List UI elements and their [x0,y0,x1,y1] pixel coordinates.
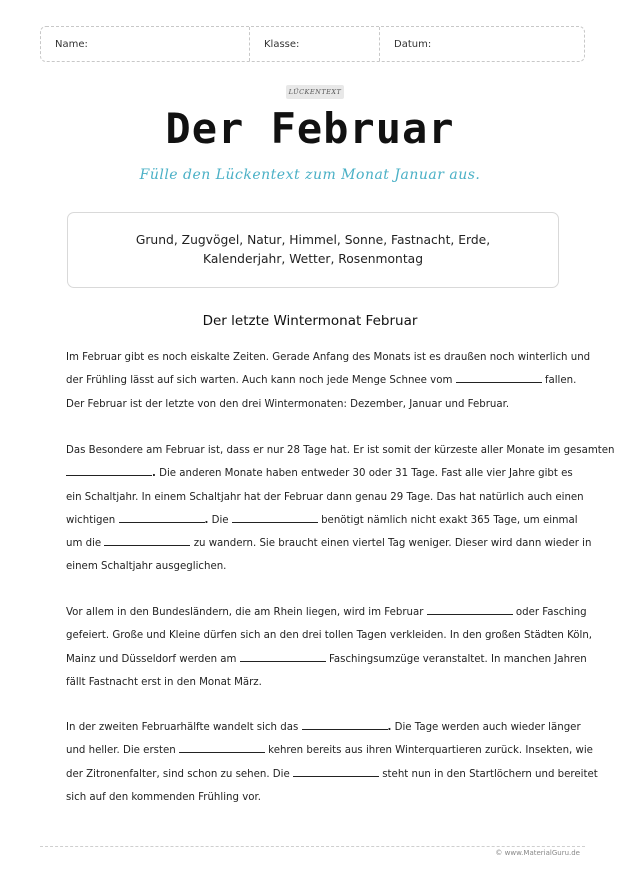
name-field[interactable] [41,27,249,61]
text: . [387,722,392,733]
paragraph-line [66,486,584,509]
gap-blank[interactable] [427,605,513,615]
paragraph-line [66,648,587,671]
section-title: Der letzte Wintermonat Februar [202,313,418,329]
paragraph-4 [66,716,598,809]
word-bank-line-2: Kalenderjahr, Wetter, Rosenmontag [202,252,424,266]
paragraph-line [66,369,577,392]
gap-blank[interactable] [302,720,388,730]
text: . [152,468,156,480]
klasse-label: Klasse: [264,38,300,50]
paragraph-line [66,786,560,809]
text: einem Schaltjahr ausgeglichen. [66,561,227,573]
text: kehren bereits aus ihren Winterquartieren zurück. Insekten, wie [268,745,593,757]
text: Im Februar gibt es noch eiskalte Zeiten. Gerade Anfang des Monats ist es draußen noch winterlich und [66,352,591,363]
text: wichtigen [66,514,116,526]
footer-copyright: © www.MaterialGuru.de [495,849,580,857]
text: Die anderen Monate haben entweder 30 oder 31 Tage. Fast alle vier Jahre gibt es [159,468,573,480]
text: ein Schaltjahr. In einem Schaltjahr hat der Februar dann genau 29 Tage. Das hat natürlich auch einen [66,491,584,503]
text: Die [211,514,229,526]
paragraph-line [66,601,587,624]
paragraph-line [66,462,573,485]
gap-blank[interactable] [179,743,265,753]
text: benötigt nämlich nicht exakt 365 Tage, um einmal [321,514,578,526]
text: fällt Fastnacht erst in den Monat März. [66,676,262,688]
text: Der Februar ist der letzte von den drei Wintermonaten: Dezember, Januar und Februar. [66,398,510,410]
paragraph-line [66,532,592,555]
word-bank [67,212,559,288]
text: . [204,514,209,526]
paragraph-line [66,555,560,578]
text: Die Tage werden auch wieder länger [394,722,581,733]
datum-label: Datum: [394,38,432,50]
word-bank-line-1: Grund, Zugvögel, Natur, Himmel, Sonne, Fastnacht, Erde, [135,233,491,247]
gap-blank[interactable] [240,652,326,662]
paragraph-line [66,671,560,694]
paragraph-line [66,439,615,462]
text: Das Besondere am Februar ist, dass er nur 28 Tage hat. Er ist somit der kürzeste aller Monate im gesamten [66,445,615,456]
paragraph-line [66,716,581,739]
paragraph-line [66,624,593,647]
paragraph-line [66,739,593,762]
text: fallen. [544,375,577,387]
klasse-field[interactable] [249,27,379,61]
text: oder Fasching [515,607,587,618]
text: Faschingsumzüge veranstaltet. In manchen Jahren [328,653,587,665]
text: In der zweiten Februarhälfte wandelt sich das [66,722,299,733]
paragraph-line [66,346,591,369]
gap-blank[interactable] [119,513,205,523]
text: zu wandern. Sie braucht einen viertel Tag weniger. Dieser wird dann wieder in [193,538,592,550]
datum-field[interactable] [379,27,584,61]
text: der Zitronenfalter, sind schon zu sehen. Die [66,768,290,780]
gap-blank[interactable] [66,466,152,476]
paragraph-2 [66,439,615,579]
text: sich auf den kommenden Frühling vor. [66,791,261,803]
gap-blank[interactable] [232,513,318,523]
paragraph-3 [66,601,593,694]
text: der Frühling lässt auf sich warten. Auch kann noch jede Menge Schnee vom [66,375,453,387]
text: um die [66,538,102,550]
text: und heller. Die ersten [66,745,176,757]
text: gefeiert. Große und Kleine dürfen sich an den drei tollen Tagen verkleiden. In den großen Städten Köln, [66,630,593,642]
text: steht nun in den Startlöchern und bereitet [382,768,598,780]
paragraph-1 [66,346,591,416]
text: Mainz und Düsseldorf werden am [66,653,237,665]
gap-blank[interactable] [293,767,379,777]
gap-blank[interactable] [456,373,542,383]
paragraph-line [66,509,578,532]
page-title: Der Februar [165,104,455,153]
worksheet-type-badge: LÜCKENTEXT [286,85,344,99]
footer-divider [40,846,585,847]
student-info-header [40,26,585,62]
text: Vor allem in den Bundesländern, die am Rhein liegen, wird im Februar [66,607,424,618]
paragraph-line [66,393,560,416]
page-subtitle: Fülle den Lückentext zum Monat Januar aus. [139,167,481,183]
name-label: Name: [55,38,88,50]
gap-blank[interactable] [104,536,190,546]
paragraph-line [66,763,598,786]
